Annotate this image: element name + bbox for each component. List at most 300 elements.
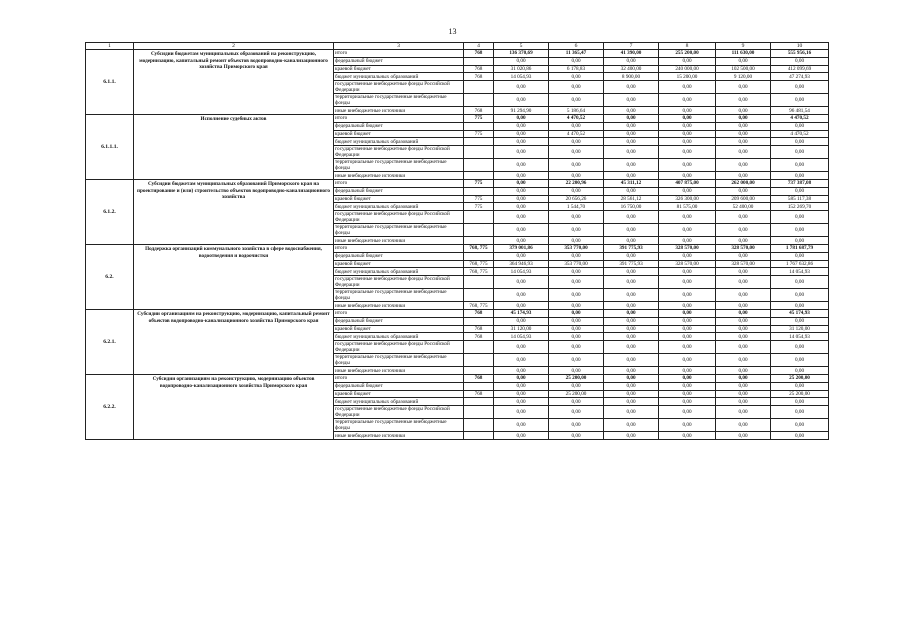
amount-cell: 737 387,08 — [771, 179, 829, 187]
column-number: 8 — [659, 43, 716, 50]
amount-cell: 0,00 — [549, 432, 604, 440]
budget-code — [464, 398, 494, 406]
amount-cell: 0,00 — [494, 172, 549, 180]
budget-code: 768 — [464, 374, 494, 382]
amount-cell: 0,00 — [716, 224, 771, 237]
budget-code — [464, 382, 494, 390]
funding-source: краевой бюджет — [334, 130, 464, 138]
funding-source: бюджет муниципальных образований — [334, 333, 464, 341]
amount-cell: 0,00 — [659, 224, 716, 237]
amount-cell: 407 875,00 — [659, 179, 716, 187]
budget-code: 768, 775 — [464, 260, 494, 268]
funding-source: территориальные государственные внебюджетные фонды — [334, 289, 464, 302]
amount-cell: 0,00 — [494, 252, 549, 260]
amount-cell: 1 544,70 — [549, 203, 604, 211]
budget-code — [464, 146, 494, 159]
amount-cell: 6 178,83 — [549, 65, 604, 73]
amount-cell: 0,00 — [604, 237, 659, 245]
amount-cell: 0,00 — [716, 289, 771, 302]
funding-source: бюджет муниципальных образований — [334, 73, 464, 81]
amount-cell: 5 186,64 — [549, 107, 604, 115]
budget-code: 768 — [464, 325, 494, 333]
amount-cell: 45 311,12 — [604, 179, 659, 187]
amount-cell: 0,00 — [549, 57, 604, 65]
amount-cell: 96 481,54 — [771, 107, 829, 115]
amount-cell: 41 390,00 — [604, 50, 659, 58]
amount-cell: 0,00 — [659, 333, 716, 341]
amount-cell: 0,00 — [604, 367, 659, 375]
funding-source: иные внебюджетные источники — [334, 172, 464, 180]
budget-code: 775 — [464, 195, 494, 203]
amount-cell: 0,00 — [716, 374, 771, 382]
amount-cell: 0,00 — [604, 374, 659, 382]
budget-code: 768, 775 — [464, 302, 494, 310]
funding-source: федеральный бюджет — [334, 317, 464, 325]
amount-cell: 14 054,93 — [771, 333, 829, 341]
amount-cell: 0,00 — [659, 374, 716, 382]
amount-cell: 0,00 — [604, 211, 659, 224]
amount-cell: 0,00 — [716, 57, 771, 65]
amount-cell: 0,00 — [659, 276, 716, 289]
amount-cell: 0,00 — [494, 432, 549, 440]
amount-cell: 0,00 — [659, 159, 716, 172]
amount-cell: 14 054,93 — [494, 268, 549, 276]
amount-cell: 0,00 — [604, 252, 659, 260]
amount-cell: 0,00 — [659, 114, 716, 122]
amount-cell: 0,00 — [771, 276, 829, 289]
amount-cell: 0,00 — [716, 333, 771, 341]
amount-cell: 391 775,93 — [604, 244, 659, 252]
amount-cell: 0,00 — [659, 432, 716, 440]
amount-cell: 412 099,69 — [771, 65, 829, 73]
amount-cell: 0,00 — [771, 94, 829, 107]
amount-cell: 22 200,96 — [549, 179, 604, 187]
amount-cell: 0,00 — [716, 432, 771, 440]
amount-cell: 0,00 — [771, 252, 829, 260]
amount-cell: 0,00 — [604, 138, 659, 146]
amount-cell: 0,00 — [604, 276, 659, 289]
amount-cell: 31 120,00 — [771, 325, 829, 333]
budget-code: 768 — [464, 390, 494, 398]
amount-cell: 0,00 — [771, 354, 829, 367]
budget-table — [85, 42, 829, 440]
amount-cell: 102 500,00 — [716, 65, 771, 73]
funding-source: краевой бюджет — [334, 65, 464, 73]
amount-cell: 0,00 — [494, 390, 549, 398]
amount-cell: 91 294,90 — [494, 107, 549, 115]
amount-cell: 328 570,00 — [659, 260, 716, 268]
budget-code — [464, 172, 494, 180]
amount-cell: 4 470,52 — [549, 114, 604, 122]
amount-cell: 0,00 — [494, 302, 549, 310]
funding-source: территориальные государственные внебюджетные фонды — [334, 354, 464, 367]
amount-cell: 0,00 — [549, 172, 604, 180]
amount-cell: 0,00 — [771, 211, 829, 224]
amount-cell: 0,00 — [771, 289, 829, 302]
amount-cell: 0,00 — [494, 237, 549, 245]
amount-cell: 555 956,16 — [771, 50, 829, 58]
amount-cell: 0,00 — [494, 146, 549, 159]
amount-cell: 0,00 — [604, 146, 659, 159]
amount-cell: 0,00 — [549, 333, 604, 341]
amount-cell: 0,00 — [716, 211, 771, 224]
amount-cell: 0,00 — [716, 81, 771, 94]
amount-cell: 25 200,00 — [549, 374, 604, 382]
budget-code — [464, 159, 494, 172]
amount-cell: 0,00 — [716, 268, 771, 276]
amount-cell: 0,00 — [771, 172, 829, 180]
amount-cell: 0,00 — [659, 317, 716, 325]
budget-code — [464, 252, 494, 260]
amount-cell: 0,00 — [716, 390, 771, 398]
amount-cell: 0,00 — [494, 317, 549, 325]
amount-cell: 0,00 — [716, 159, 771, 172]
table-row — [86, 179, 829, 187]
amount-cell: 0,00 — [771, 317, 829, 325]
amount-cell: 0,00 — [549, 276, 604, 289]
funding-source: иные внебюджетные источники — [334, 237, 464, 245]
amount-cell: 14 054,93 — [494, 73, 549, 81]
section-name: Субсидии организациям на реконструкцию, модернизацию, капитальный ремонт объектов водопроводно-канализационного хозяйства Приморского края — [134, 309, 334, 374]
amount-cell: 0,00 — [659, 107, 716, 115]
amount-cell: 353 770,00 — [549, 244, 604, 252]
amount-cell: 0,00 — [771, 419, 829, 432]
amount-cell: 0,00 — [494, 289, 549, 302]
amount-cell: 0,00 — [549, 382, 604, 390]
amount-cell: 0,00 — [604, 382, 659, 390]
amount-cell: 45 174,93 — [771, 309, 829, 317]
amount-cell: 0,00 — [549, 224, 604, 237]
funding-source: итого — [334, 374, 464, 382]
amount-cell: 0,00 — [659, 289, 716, 302]
amount-cell: 0,00 — [771, 57, 829, 65]
amount-cell: 0,00 — [494, 382, 549, 390]
amount-cell: 0,00 — [549, 122, 604, 130]
amount-cell: 0,00 — [604, 325, 659, 333]
column-number: 3 — [334, 43, 464, 50]
amount-cell: 0,00 — [604, 224, 659, 237]
amount-cell: 328 570,00 — [659, 244, 716, 252]
amount-cell: 0,00 — [549, 398, 604, 406]
column-number: 4 — [464, 43, 494, 50]
amount-cell: 0,00 — [494, 159, 549, 172]
amount-cell: 0,00 — [494, 276, 549, 289]
amount-cell: 0,00 — [604, 81, 659, 94]
amount-cell: 0,00 — [604, 317, 659, 325]
funding-source: итого — [334, 309, 464, 317]
amount-cell: 4 470,52 — [771, 130, 829, 138]
amount-cell: 0,00 — [604, 398, 659, 406]
amount-cell: 326 300,00 — [659, 195, 716, 203]
amount-cell: 25 200,00 — [549, 390, 604, 398]
amount-cell: 0,00 — [549, 341, 604, 354]
amount-cell: 0,00 — [549, 325, 604, 333]
budget-code — [464, 122, 494, 130]
amount-cell: 1 781 687,79 — [771, 244, 829, 252]
amount-cell: 0,00 — [494, 211, 549, 224]
amount-cell: 0,00 — [659, 130, 716, 138]
amount-cell: 25 200,00 — [771, 390, 829, 398]
funding-source: территориальные государственные внебюджетные фонды — [334, 94, 464, 107]
amount-cell: 0,00 — [604, 390, 659, 398]
amount-cell: 0,00 — [549, 309, 604, 317]
budget-code — [464, 57, 494, 65]
amount-cell: 0,00 — [716, 94, 771, 107]
amount-cell: 0,00 — [549, 268, 604, 276]
amount-cell: 4 470,52 — [771, 114, 829, 122]
amount-cell: 0,00 — [604, 333, 659, 341]
amount-cell: 0,00 — [494, 122, 549, 130]
amount-cell: 0,00 — [604, 94, 659, 107]
amount-cell: 0,00 — [771, 382, 829, 390]
amount-cell: 0,00 — [771, 398, 829, 406]
table-row — [86, 244, 829, 252]
amount-cell: 0,00 — [771, 81, 829, 94]
amount-cell: 0,00 — [604, 289, 659, 302]
column-number: 5 — [494, 43, 549, 50]
amount-cell: 0,00 — [659, 419, 716, 432]
amount-cell: 0,00 — [716, 325, 771, 333]
amount-cell: 31 020,86 — [494, 65, 549, 73]
amount-cell: 0,00 — [604, 406, 659, 419]
funding-source: итого — [334, 50, 464, 58]
amount-cell: 0,00 — [604, 309, 659, 317]
amount-cell: 0,00 — [549, 367, 604, 375]
amount-cell: 152 269,70 — [771, 203, 829, 211]
budget-code: 775 — [464, 130, 494, 138]
section-index: 6.1.1.1. — [86, 114, 134, 179]
amount-cell: 0,00 — [716, 354, 771, 367]
amount-cell: 25 200,00 — [771, 374, 829, 382]
amount-cell: 0,00 — [659, 367, 716, 375]
section-index: 6.2.2. — [86, 374, 134, 439]
funding-source: итого — [334, 114, 464, 122]
funding-source: краевой бюджет — [334, 390, 464, 398]
amount-cell: 0,00 — [549, 302, 604, 310]
amount-cell: 0,00 — [716, 252, 771, 260]
amount-cell: 8 900,00 — [604, 73, 659, 81]
amount-cell: 0,00 — [771, 406, 829, 419]
funding-source: территориальные государственные внебюджетные фонды — [334, 159, 464, 172]
amount-cell: 0,00 — [716, 406, 771, 419]
funding-source: государственные внебюджетные фонды Российской Федерации — [334, 211, 464, 224]
table-row — [86, 50, 829, 58]
amount-cell: 0,00 — [659, 94, 716, 107]
funding-source: итого — [334, 179, 464, 187]
amount-cell: 0,00 — [604, 302, 659, 310]
amount-cell: 379 001,86 — [494, 244, 549, 252]
amount-cell: 0,00 — [494, 179, 549, 187]
amount-cell: 0,00 — [716, 317, 771, 325]
amount-cell: 0,00 — [771, 122, 829, 130]
funding-source: бюджет муниципальных образований — [334, 268, 464, 276]
funding-source: итого — [334, 244, 464, 252]
budget-code — [464, 138, 494, 146]
budget-code: 768 — [464, 309, 494, 317]
amount-cell: 0,00 — [771, 138, 829, 146]
amount-cell: 11 365,47 — [549, 50, 604, 58]
funding-source: иные внебюджетные источники — [334, 302, 464, 310]
amount-cell: 0,00 — [771, 187, 829, 195]
amount-cell: 136 370,69 — [494, 50, 549, 58]
amount-cell: 0,00 — [549, 146, 604, 159]
amount-cell: 328 570,00 — [716, 260, 771, 268]
budget-code: 768 — [464, 50, 494, 58]
amount-cell: 0,00 — [494, 341, 549, 354]
amount-cell: 0,00 — [604, 107, 659, 115]
amount-cell: 0,00 — [494, 374, 549, 382]
section-name: Субсидии бюджетам муниципальных образований на реконструкцию, модернизацию, капитальный ремонт объектов водопроводно-канализационного хозяйства Приморского края — [134, 50, 334, 115]
amount-cell: 0,00 — [549, 211, 604, 224]
column-number: 2 — [134, 43, 334, 50]
amount-cell: 0,00 — [716, 341, 771, 354]
amount-cell: 255 200,00 — [659, 50, 716, 58]
funding-source: федеральный бюджет — [334, 122, 464, 130]
amount-cell: 0,00 — [604, 419, 659, 432]
column-number: 7 — [604, 43, 659, 50]
amount-cell: 0,00 — [659, 252, 716, 260]
budget-code — [464, 354, 494, 367]
funding-source: краевой бюджет — [334, 325, 464, 333]
amount-cell: 364 946,93 — [494, 260, 549, 268]
funding-source: территориальные государственные внебюджетные фонды — [334, 224, 464, 237]
amount-cell: 0,00 — [716, 114, 771, 122]
budget-code — [464, 367, 494, 375]
budget-code — [464, 237, 494, 245]
amount-cell: 0,00 — [716, 172, 771, 180]
amount-cell: 16 750,00 — [604, 203, 659, 211]
amount-cell: 0,00 — [494, 406, 549, 419]
amount-cell: 45 174,93 — [494, 309, 549, 317]
funding-source: бюджет муниципальных образований — [334, 398, 464, 406]
budget-code — [464, 187, 494, 195]
amount-cell: 9 120,00 — [716, 73, 771, 81]
amount-cell: 81 575,00 — [659, 203, 716, 211]
funding-source: иные внебюджетные источники — [334, 367, 464, 375]
funding-source: государственные внебюджетные фонды Российской Федерации — [334, 276, 464, 289]
amount-cell: 0,00 — [659, 81, 716, 94]
amount-cell: 0,00 — [771, 146, 829, 159]
section-index: 6.2. — [86, 244, 134, 309]
budget-code — [464, 406, 494, 419]
amount-cell: 0,00 — [659, 354, 716, 367]
amount-cell: 1 767 632,86 — [771, 260, 829, 268]
budget-code: 775 — [464, 203, 494, 211]
amount-cell: 20 656,26 — [549, 195, 604, 203]
amount-cell: 0,00 — [604, 354, 659, 367]
amount-cell: 0,00 — [494, 138, 549, 146]
funding-source: территориальные государственные внебюджетные фонды — [334, 419, 464, 432]
budget-code: 768 — [464, 333, 494, 341]
amount-cell: 52 400,00 — [716, 203, 771, 211]
amount-cell: 0,00 — [549, 73, 604, 81]
amount-cell: 0,00 — [716, 419, 771, 432]
funding-source: государственные внебюджетные фонды Российской Федерации — [334, 146, 464, 159]
budget-code: 775 — [464, 179, 494, 187]
page-number: 13 — [448, 27, 457, 36]
budget-code — [464, 81, 494, 94]
amount-cell: 0,00 — [716, 367, 771, 375]
budget-code — [464, 211, 494, 224]
amount-cell: 328 570,00 — [716, 244, 771, 252]
funding-source: краевой бюджет — [334, 260, 464, 268]
amount-cell: 31 120,00 — [494, 325, 549, 333]
amount-cell: 0,00 — [604, 268, 659, 276]
funding-source: государственные внебюджетные фонды Российской Федерации — [334, 406, 464, 419]
amount-cell: 0,00 — [659, 57, 716, 65]
amount-cell: 0,00 — [716, 107, 771, 115]
table-row — [86, 374, 829, 382]
amount-cell: 0,00 — [659, 268, 716, 276]
amount-cell: 0,00 — [716, 302, 771, 310]
funding-source: федеральный бюджет — [334, 57, 464, 65]
funding-source: государственные внебюджетные фонды Российской Федерации — [334, 341, 464, 354]
amount-cell: 0,00 — [659, 172, 716, 180]
funding-source: бюджет муниципальных образований — [334, 203, 464, 211]
amount-cell: 0,00 — [659, 302, 716, 310]
amount-cell: 0,00 — [659, 398, 716, 406]
amount-cell: 0,00 — [716, 276, 771, 289]
amount-cell: 0,00 — [604, 114, 659, 122]
budget-code: 768 — [464, 107, 494, 115]
amount-cell: 0,00 — [494, 114, 549, 122]
amount-cell: 0,00 — [716, 130, 771, 138]
budget-code: 768, 775 — [464, 268, 494, 276]
amount-cell: 0,00 — [771, 302, 829, 310]
amount-cell: 0,00 — [716, 398, 771, 406]
amount-cell: 0,00 — [659, 211, 716, 224]
amount-cell: 0,00 — [549, 159, 604, 172]
amount-cell: 0,00 — [604, 57, 659, 65]
amount-cell: 0,00 — [494, 57, 549, 65]
amount-cell: 353 770,00 — [549, 260, 604, 268]
amount-cell: 0,00 — [494, 81, 549, 94]
budget-code: 775 — [464, 114, 494, 122]
budget-code — [464, 276, 494, 289]
amount-cell: 240 000,00 — [659, 65, 716, 73]
amount-cell: 585 117,38 — [771, 195, 829, 203]
section-index: 6.2.1. — [86, 309, 134, 374]
amount-cell: 0,00 — [549, 237, 604, 245]
amount-cell: 14 054,93 — [771, 268, 829, 276]
column-number: 9 — [716, 43, 771, 50]
amount-cell: 15 200,00 — [659, 73, 716, 81]
amount-cell: 0,00 — [716, 122, 771, 130]
amount-cell: 0,00 — [494, 203, 549, 211]
funding-source: федеральный бюджет — [334, 252, 464, 260]
section-name: Субсидии организациям на реконструкцию, модернизацию объектов водопроводно-канализационного хозяйства Приморского края — [134, 374, 334, 439]
funding-source: государственные внебюджетные фонды Российской Федерации — [334, 81, 464, 94]
amount-cell: 28 561,12 — [604, 195, 659, 203]
amount-cell: 0,00 — [494, 130, 549, 138]
amount-cell: 0,00 — [494, 354, 549, 367]
header-row — [86, 43, 829, 50]
funding-source: федеральный бюджет — [334, 187, 464, 195]
amount-cell: 0,00 — [604, 432, 659, 440]
amount-cell: 0,00 — [716, 237, 771, 245]
column-number: 6 — [549, 43, 604, 50]
budget-code: 768 — [464, 65, 494, 73]
amount-cell: 0,00 — [771, 159, 829, 172]
amount-cell: 0,00 — [659, 325, 716, 333]
amount-cell: 0,00 — [771, 367, 829, 375]
budget-code — [464, 419, 494, 432]
budget-code — [464, 432, 494, 440]
section-name: Исполнение судебных актов — [134, 114, 334, 179]
funding-source: краевой бюджет — [334, 195, 464, 203]
amount-cell: 262 000,00 — [716, 179, 771, 187]
column-number: 10 — [771, 43, 829, 50]
